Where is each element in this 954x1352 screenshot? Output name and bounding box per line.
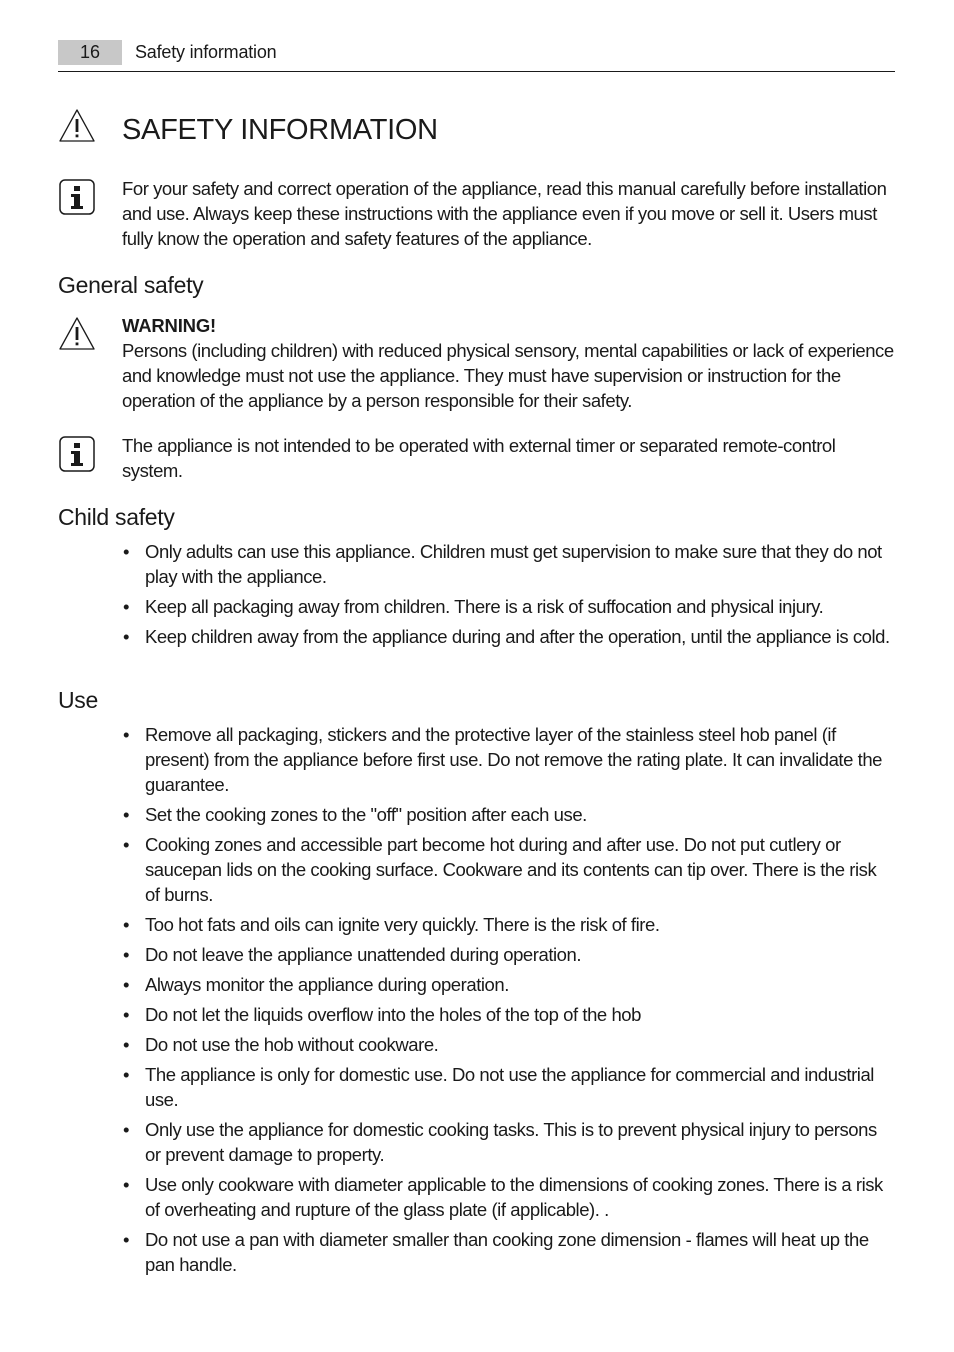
list-item xyxy=(122,1002,895,1027)
list-item-text: Remove all packaging, stickers and the protective layer of the stainless steel hob panel (if present) from the appliance before first use. Do not remove the rating plate. It can invalidate the guarantee. xyxy=(145,724,882,795)
list-item-text: Cooking zones and accessible part become hot during and after use. Do not put cutlery or saucepan lids on the cooking surface. Cookware and its contents can tip over. There is the risk of burns. xyxy=(145,834,877,905)
list-item xyxy=(122,1062,895,1112)
warning-label: WARNING! xyxy=(122,315,216,336)
list-item-text: Too hot fats and oils can ignite very quickly. There is the risk of fire. xyxy=(145,914,660,935)
bullet-dot: • xyxy=(123,626,130,647)
list-item xyxy=(122,722,895,797)
list-item xyxy=(122,1172,895,1222)
info-icon xyxy=(58,435,96,473)
info-block xyxy=(122,433,895,483)
list-item xyxy=(122,972,895,997)
list-item xyxy=(122,912,895,937)
list-item-text: Do not use a pan with diameter smaller than cooking zone dimension - flames will heat up the pan handle. xyxy=(145,1229,869,1275)
list-item-text: Use only cookware with diameter applicable to the dimensions of cooking zones. There is a risk of overheating and rupture of the glass plate (if applicable). . xyxy=(145,1174,883,1220)
list-item xyxy=(122,539,895,589)
warning-triangle-icon xyxy=(58,107,96,145)
list-item-text: Do not use the hob without cookware. xyxy=(145,1034,439,1055)
child-safety-heading: Child safety xyxy=(58,504,175,530)
list-item-text: Do not leave the appliance unattended during operation. xyxy=(145,944,582,965)
list-item xyxy=(122,942,895,967)
list-item xyxy=(122,624,895,649)
bullet-dot: • xyxy=(123,724,130,745)
bullet-dot: • xyxy=(123,914,130,935)
bullet-dot: • xyxy=(123,974,130,995)
list-item-text: Set the cooking zones to the "off" position after each use. xyxy=(145,804,587,825)
list-item-text: Do not let the liquids overflow into the holes of the top of the hob xyxy=(145,1004,641,1025)
warning-text: Persons (including children) with reduced physical sensory, mental capabilities or lack of experience and knowledge must not use the appliance. They must have supervision or instruction for the operation of the appliance by a person responsible for their safety. xyxy=(122,340,894,411)
info-text: The appliance is not intended to be operated with external timer or separated remote-control system. xyxy=(122,435,836,481)
warning-block xyxy=(122,313,895,413)
list-item-text: The appliance is only for domestic use. Do not use the appliance for commercial and industrial use. xyxy=(145,1064,874,1110)
list-item xyxy=(122,832,895,907)
bullet-dot: • xyxy=(123,596,130,617)
use-heading: Use xyxy=(58,687,99,713)
use-list xyxy=(122,722,895,1282)
page-title: SAFETY INFORMATION xyxy=(122,114,438,146)
list-item xyxy=(122,1032,895,1057)
list-item-text: Always monitor the appliance during operation. xyxy=(145,974,509,995)
bullet-dot: • xyxy=(123,1034,130,1055)
list-item xyxy=(122,594,895,619)
page-number: 16 xyxy=(58,40,122,65)
bullet-dot: • xyxy=(123,944,130,965)
bullet-dot: • xyxy=(123,804,130,825)
warning-triangle-icon xyxy=(58,315,96,353)
list-item xyxy=(122,1227,895,1277)
list-item-text: Only use the appliance for domestic cooking tasks. This is to prevent physical injury to persons or prevent damage to property. xyxy=(145,1119,877,1165)
bullet-dot: • xyxy=(123,1004,130,1025)
bullet-dot: • xyxy=(123,1119,130,1140)
bullet-dot: • xyxy=(123,1229,130,1250)
list-item xyxy=(122,802,895,827)
bullet-dot: • xyxy=(123,834,130,855)
page-header xyxy=(58,40,895,72)
bullet-dot: • xyxy=(123,1064,130,1085)
bullet-dot: • xyxy=(123,541,130,562)
bullet-dot: • xyxy=(123,1174,130,1195)
list-item-text: Keep all packaging away from children. There is a risk of suffocation and physical injury. xyxy=(145,596,824,617)
running-title: Safety information xyxy=(135,42,277,62)
intro-text xyxy=(122,176,895,251)
info-icon xyxy=(58,178,96,216)
list-item-text: Only adults can use this appliance. Children must get supervision to make sure that they do not play with the appliance. xyxy=(145,541,882,587)
list-item xyxy=(122,1117,895,1167)
intro-paragraph: For your safety and correct operation of the appliance, read this manual carefully before installation and use. Always keep these instructions with the appliance even if you move or sell it. Users must fully know the operation and safety features of the appliance. xyxy=(122,178,887,249)
list-item-text: Keep children away from the appliance during and after the operation, until the appliance is cold. xyxy=(145,626,890,647)
general-safety-heading: General safety xyxy=(58,272,204,298)
child-safety-list xyxy=(122,539,895,654)
